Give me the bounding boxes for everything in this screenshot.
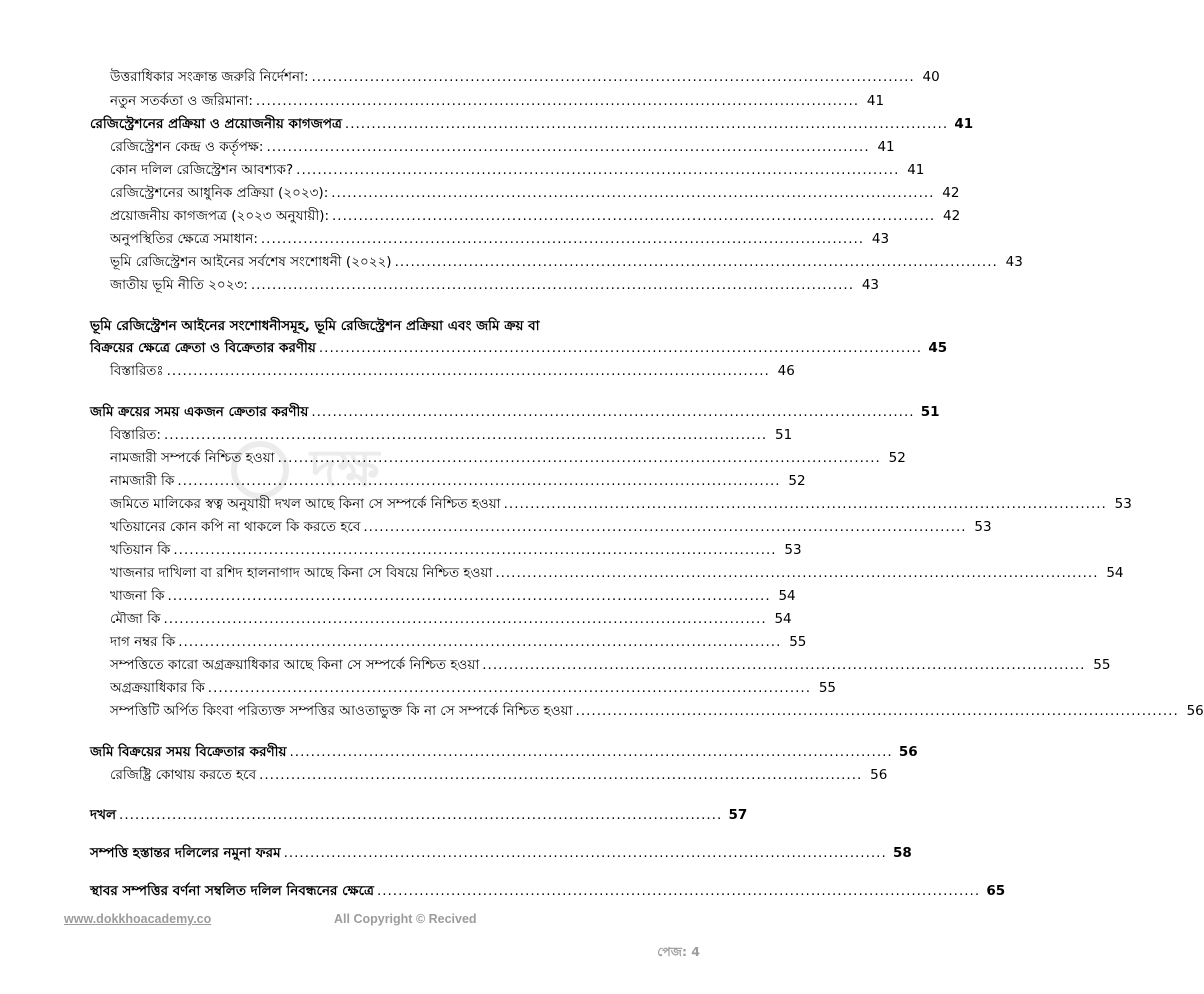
toc-entry-title: দাগ নম্বর কি: [110, 634, 176, 650]
toc-entry-page: 51: [775, 427, 793, 443]
toc-entry-title: বিস্তারিতঃ: [110, 363, 164, 379]
toc-leader: ..................................................................................................................: [296, 162, 900, 178]
toc-entry[interactable]: [110, 586, 796, 606]
toc-entry-page: 42: [943, 208, 961, 224]
toc-leader: ..................................................................................................................: [344, 116, 949, 132]
toc-leader: ..................................................................................................................: [311, 69, 915, 85]
toc-entry-page: 52: [888, 450, 906, 466]
toc-entry-title: মৌজা কি: [110, 611, 161, 627]
toc-entry[interactable]: [110, 275, 880, 295]
toc-entry-title: সম্পত্তিতে কারো অগ্রক্রয়াধিকার আছে কিনা সে সম্পর্কে নিশ্চিত হওয়া: [110, 657, 480, 673]
toc-entry-title: বিস্তারিত:: [110, 427, 161, 443]
watermark-logo-icon: [220, 430, 560, 510]
toc-section-heading[interactable]: [90, 805, 748, 825]
toc-entry-title: খতিয়ানের কোন কপি না থাকলে কি করতে হবে: [110, 519, 361, 535]
toc-leader: ..................................................................................................................: [167, 588, 771, 604]
toc-leader: ..................................................................................................................: [277, 450, 881, 466]
toc-entry-title: রেজিস্ট্রেশনের প্রক্রিয়া ও প্রয়োজনীয় কাগজপত্র: [90, 116, 342, 132]
toc-entry-title: ভূমি রেজিস্ট্রেশন আইনের সর্বশেষ সংশোধনী (২০২২): [110, 254, 392, 270]
toc-entry[interactable]: [110, 91, 885, 111]
toc-entry[interactable]: [110, 206, 961, 226]
toc-leader: ..................................................................................................................: [363, 519, 967, 535]
toc-leader: ..................................................................................................................: [119, 807, 723, 823]
toc-entry-page: 56: [870, 767, 888, 783]
toc-entry-page: 53: [1114, 496, 1132, 512]
toc-entry-title: উত্তরাধিকার সংক্রান্ত জরুরি নির্দেশনা:: [110, 69, 309, 85]
toc-leader: ..................................................................................................................: [376, 883, 981, 899]
toc-entry-page: 42: [942, 185, 960, 201]
toc-entry[interactable]: [110, 252, 1023, 272]
toc-entry-title: জমি ক্রয়ের সময় একজন ক্রেতার করণীয়: [90, 404, 309, 420]
toc-entry[interactable]: [110, 655, 1111, 675]
toc-leader: ..................................................................................................................: [283, 845, 887, 861]
toc-section-heading[interactable]: [90, 742, 918, 762]
toc-entry-page: 41: [907, 162, 925, 178]
toc-leader: ..................................................................................................................: [207, 680, 811, 696]
toc-leader: ..................................................................................................................: [173, 542, 777, 558]
toc-leader: ..................................................................................................................: [250, 277, 855, 293]
toc-entry-page: 56: [898, 744, 918, 760]
toc-leader: ..................................................................................................................: [163, 611, 767, 627]
toc-leader: ..................................................................................................................: [259, 767, 863, 783]
toc-entry-title: অগ্রক্রয়াধিকার কি: [110, 680, 205, 696]
toc-leader: ..................................................................................................................: [318, 340, 923, 356]
toc-section-heading[interactable]: [90, 114, 974, 134]
toc-entry-page: 56: [1186, 703, 1204, 719]
toc-entry-page: 54: [778, 588, 796, 604]
toc-entry-page: 54: [774, 611, 792, 627]
toc-entry-title: রেজিস্ট্রেশনের আধুনিক প্রক্রিয়া (২০২৩):: [110, 185, 329, 201]
footer-copyright: All Copyright © Recived: [334, 912, 477, 926]
toc-entry-page: 57: [728, 807, 748, 823]
toc-leader: ..................................................................................................................: [178, 634, 782, 650]
toc-entry-page: 43: [871, 231, 890, 247]
toc-entry-page: 43: [861, 277, 880, 293]
toc-leader: ..................................................................................................................: [331, 185, 935, 201]
toc-entry[interactable]: [110, 701, 1204, 721]
watermark-logo: [220, 430, 560, 510]
toc-leader: ..................................................................................................................: [394, 254, 998, 270]
toc-leader: ..................................................................................................................: [482, 657, 1086, 673]
toc-entry-page: 40: [922, 69, 940, 85]
toc-entry-title: জাতীয় ভূমি নীতি ২০২৩:: [110, 277, 248, 293]
toc-leader: ..................................................................................................................: [575, 703, 1179, 719]
toc-entry[interactable]: [110, 609, 792, 629]
toc-leader: ..................................................................................................................: [266, 139, 870, 155]
toc-leader: ..................................................................................................................: [163, 427, 768, 443]
toc-entry[interactable]: [110, 517, 992, 537]
footer-website-link[interactable]: www.dokkhoacademy.co: [64, 912, 212, 926]
toc-leader: ..................................................................................................................: [260, 231, 865, 247]
toc-entry-page: 55: [818, 680, 836, 696]
toc-leader: ..................................................................................................................: [177, 473, 781, 489]
toc-entry[interactable]: [110, 765, 888, 785]
toc-entry-page: 55: [1093, 657, 1111, 673]
toc-entry-page: 52: [788, 473, 806, 489]
toc-entry-page: 54: [1106, 565, 1124, 581]
toc-section-heading[interactable]: [90, 402, 940, 422]
toc-entry[interactable]: [110, 563, 1124, 583]
toc-entry-page: 65: [986, 883, 1006, 899]
toc-entry-title: দখল: [90, 807, 117, 823]
toc-entry-title: কোন দলিল রেজিস্ট্রেশন আবশ্যক?: [110, 162, 294, 178]
watermark-text: দক্ষ: [310, 439, 380, 499]
toc-entry-page: 41: [954, 116, 974, 132]
toc-entry-page: 43: [1005, 254, 1023, 270]
toc-leader: ..................................................................................................................: [332, 208, 936, 224]
toc-entry[interactable]: [110, 137, 895, 157]
toc-entry[interactable]: [110, 183, 960, 203]
toc-entry-title: প্রয়োজনীয় কাগজপত্র (২০২৩ অনুযায়ী):: [110, 208, 330, 224]
toc-entry[interactable]: [110, 67, 940, 87]
toc-section-heading[interactable]: [90, 338, 948, 358]
toc-entry-title: রেজিষ্ট্রি কোথায় করতে হবে: [110, 767, 257, 783]
toc-entry-title: জমিতে মালিকের স্বত্ব অনুযায়ী দখল আছে কিনা সে সম্পর্কে নিশ্চিত হওয়া: [110, 496, 501, 512]
toc-entry-page: 55: [789, 634, 807, 650]
toc-entry-page: 41: [866, 93, 885, 109]
toc-entry-title: খাজনা কি: [110, 588, 165, 604]
toc-leader: ..................................................................................................................: [166, 363, 770, 379]
toc-leader: ..................................................................................................................: [495, 565, 1099, 581]
toc-entry-title: নামজারী কি: [110, 473, 175, 489]
toc-entry-title: খতিয়ান কি: [110, 542, 171, 558]
toc-entry-title: সম্পত্তি হস্তান্তর দলিলের নমুনা ফরম: [90, 845, 281, 861]
toc-entry-title: অনুপস্থিতির ক্ষেত্রে সমাধান:: [110, 231, 258, 247]
toc-entry-title: সম্পত্তিটি অর্পিত কিংবা পরিত্যক্ত সম্পত্তির আওতাভুক্ত কি না সে সম্পর্কে নিশ্চিত হওয়া: [110, 703, 573, 719]
toc-leader: ..................................................................................................................: [311, 404, 915, 420]
toc-entry-page: 46: [777, 363, 795, 379]
toc-entry-page: 41: [877, 139, 895, 155]
toc-entry-page: 45: [928, 340, 948, 356]
toc-entry[interactable]: [110, 361, 795, 381]
toc-entry-page: 58: [892, 845, 912, 861]
toc-entry[interactable]: [110, 229, 890, 249]
toc-entry-title: নতুন সতর্কতা ও জরিমানা:: [110, 93, 253, 109]
toc-entry-title: খাজনার দাখিলা বা রশিদ হালনাগাদ আছে কিনা সে বিষয়ে নিশ্চিত হওয়া: [110, 565, 493, 581]
toc-leader: ..................................................................................................................: [503, 496, 1107, 512]
toc-entry-page: 51: [920, 404, 940, 420]
toc-entry[interactable]: [110, 160, 925, 180]
toc-entry[interactable]: [110, 540, 802, 560]
toc-entry[interactable]: [110, 632, 807, 652]
toc-leader: ..................................................................................................................: [255, 93, 860, 109]
toc-entry-title: রেজিস্ট্রেশন কেন্দ্র ও কর্তৃপক্ষ:: [110, 139, 264, 155]
toc-entry-page: 53: [784, 542, 802, 558]
toc-entry-page: 53: [974, 519, 992, 535]
toc-section-heading[interactable]: [90, 843, 912, 863]
toc-section-heading[interactable]: [90, 881, 1006, 901]
toc-entry[interactable]: [110, 678, 836, 698]
toc-entry-title: বিক্রয়ের ক্ষেত্রে ক্রেতা ও বিক্রেতার করণীয়: [90, 340, 316, 356]
toc-leader: ..................................................................................................................: [289, 744, 893, 760]
toc-entry-title: স্থাবর সম্পত্তির বর্ণনা সম্বলিত দলিল নিবন্ধনের ক্ষেত্রে: [90, 883, 374, 899]
toc-entry-title: জমি বিক্রয়ের সময় বিক্রেতার করণীয়: [90, 744, 287, 760]
toc-entry-title: নামজারী সম্পর্কে নিশ্চিত হওয়া: [110, 450, 275, 466]
toc-section-heading-line1[interactable]: ভূমি রেজিস্ট্রেশন আইনের সংশোধনীসমূহ, ভূমি রেজিস্ট্রেশন প্রক্রিয়া এবং জমি ক্রয় বা: [90, 318, 540, 334]
footer-page-number: পেজ: 4: [657, 944, 700, 959]
